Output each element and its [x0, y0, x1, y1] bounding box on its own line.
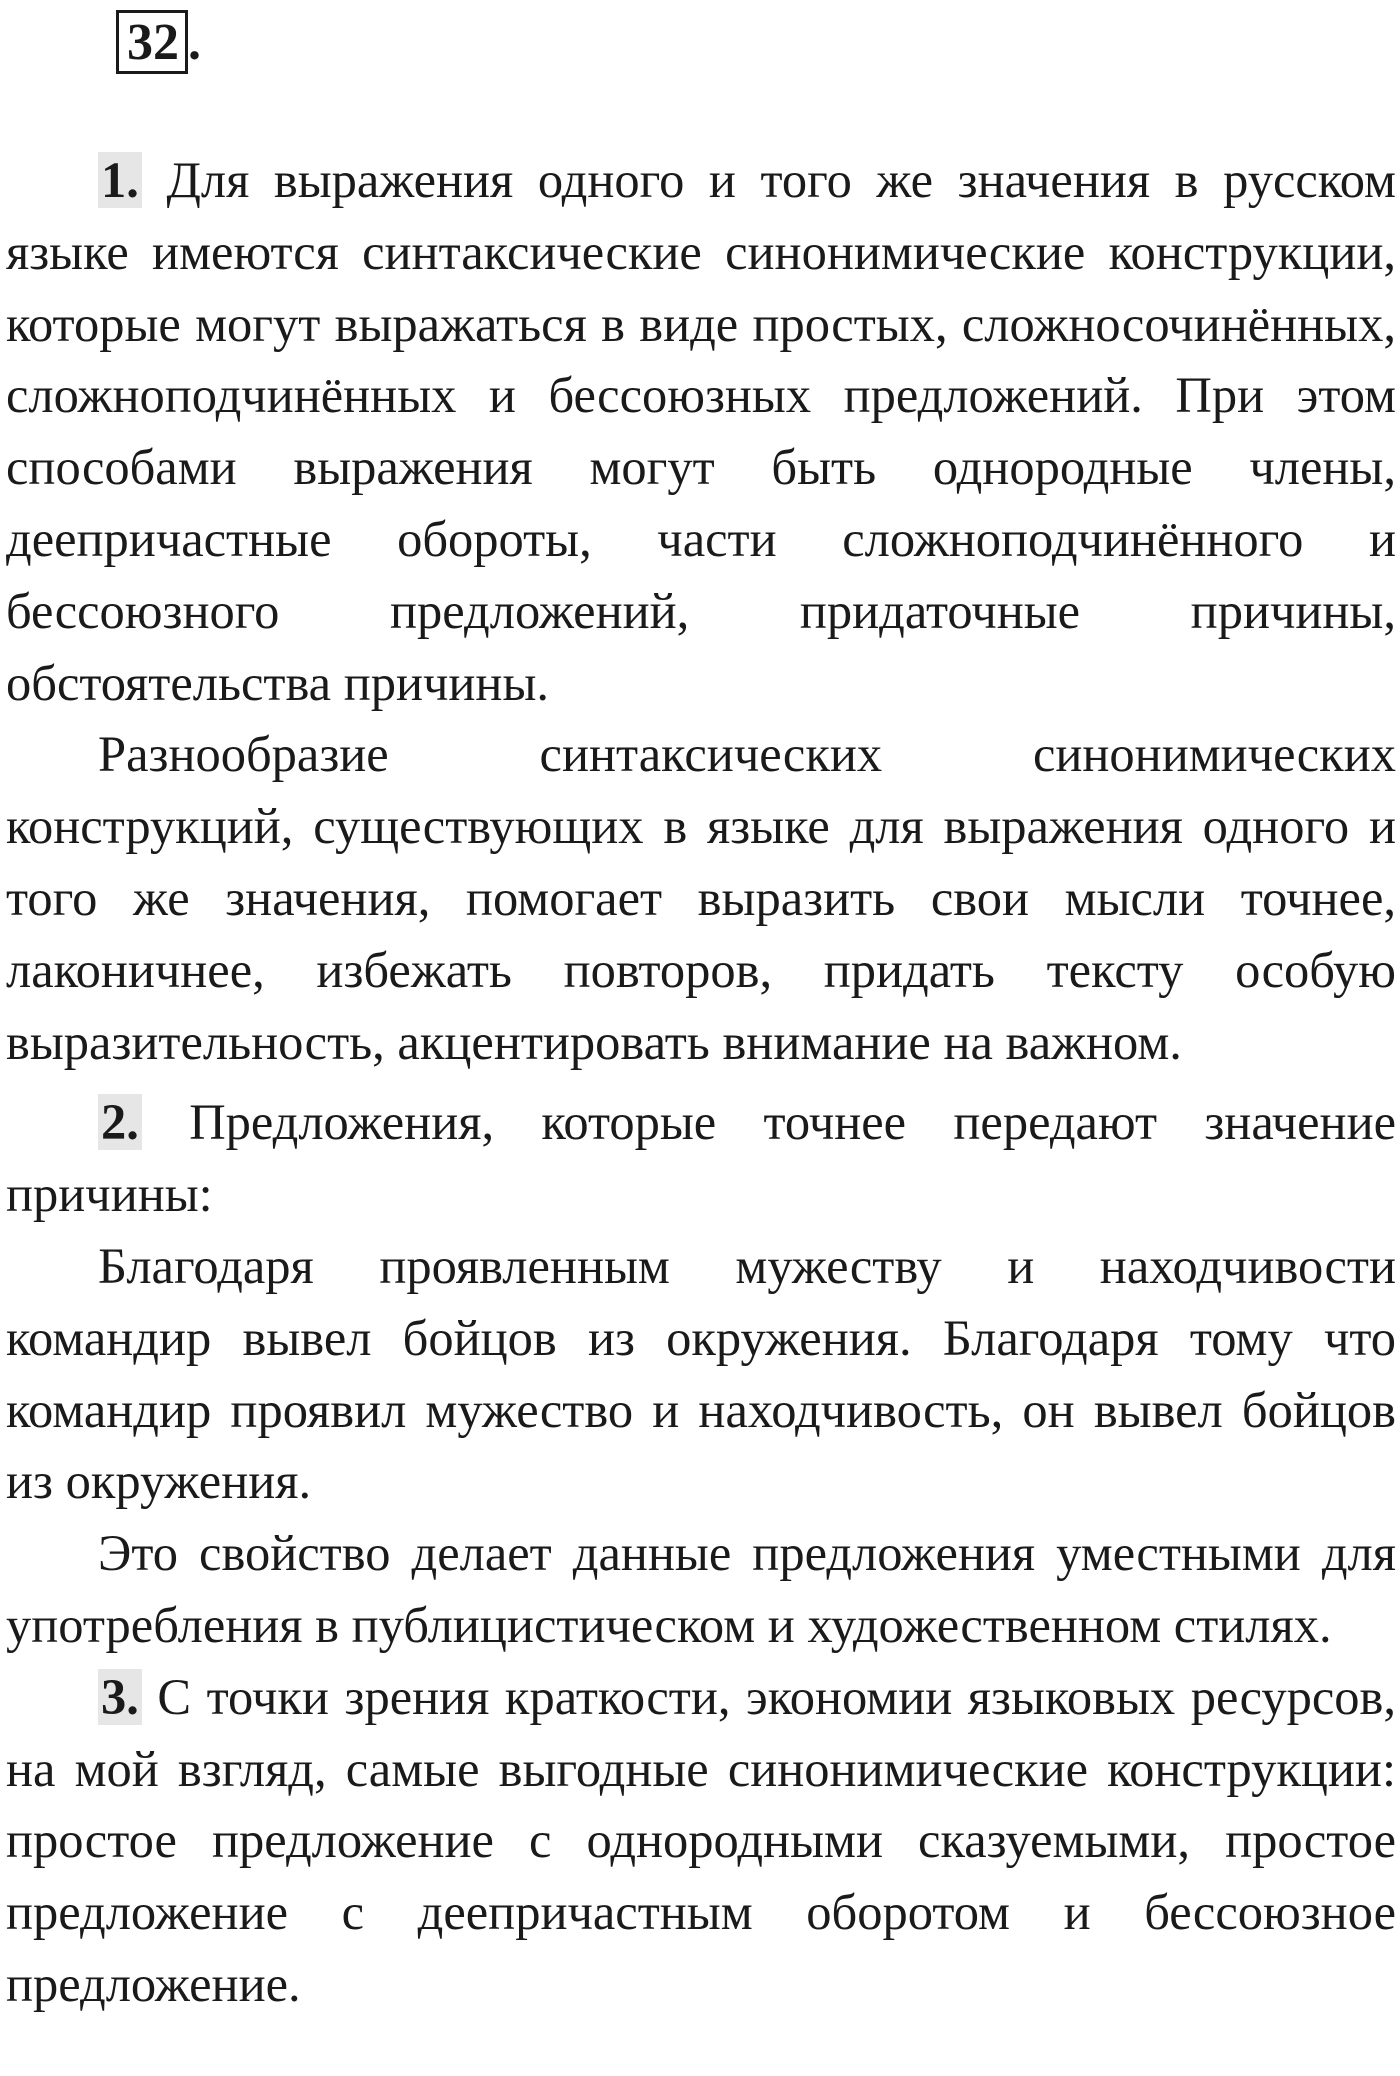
- section-3-paragraph-1: [6, 1662, 1396, 2021]
- document-page: [6, 0, 1396, 2076]
- section-2-paragraph-3: [6, 1518, 1396, 1662]
- section-2-text-2: Благодаря проявленным мужеству и находчивости командир вывел бойцов из окружения. Благодаря тому что командир проявил мужество и находчивость, он вывел бойцов из окружения.: [6, 1237, 1396, 1510]
- task-number-box: 32: [116, 10, 188, 74]
- answer-text: [6, 145, 1396, 2021]
- section-1-number: 1.: [98, 152, 142, 208]
- section-1-text-1: Для выражения одного и того же значения в русском языке имеются синтаксические синонимические конструкции, которые могут выражаться в виде простых, сложносочинённых, сложноподчинённых и бессоюзных предложений. При этом способами выражения могут быть однородные члены, деепричастные обороты, части сложноподчинённого и бессоюзного предложений, придаточные причины, обстоятельства причины.: [6, 152, 1396, 711]
- section-2-paragraph-2: [6, 1231, 1396, 1518]
- section-2-paragraph-1: [6, 1087, 1396, 1231]
- section-3-number: 3.: [98, 1669, 142, 1725]
- section-2-text-1: Предложения, которые точнее передают значение причины:: [6, 1094, 1397, 1223]
- section-1-paragraph-1: [6, 145, 1396, 719]
- task-number: [116, 10, 201, 74]
- task-number-dot: .: [188, 14, 201, 71]
- section-1-paragraph-2: [6, 719, 1396, 1078]
- section-2-text-3: Это свойство делает данные предложения уместными для употребления в публицистическом и художественном стилях.: [6, 1525, 1396, 1653]
- section-3-text-1: С точки зрения краткости, экономии языковых ресурсов, на мой взгляд, самые выгодные синонимические конструкции: простое предложение с однородными сказуемыми, простое предложение с деепричастным оборотом и бессоюзное предложение.: [6, 1668, 1397, 2012]
- section-2-number: 2.: [98, 1094, 142, 1150]
- section-1-text-2: Разнообразие синтаксических синонимических конструкций, существующих в языке для выражения одного и того же значения, помогает выразить свои мысли точнее, лаконичнее, избежать повторов, придать тексту особую выразительность, акцентировать внимание на важном.: [6, 726, 1396, 1070]
